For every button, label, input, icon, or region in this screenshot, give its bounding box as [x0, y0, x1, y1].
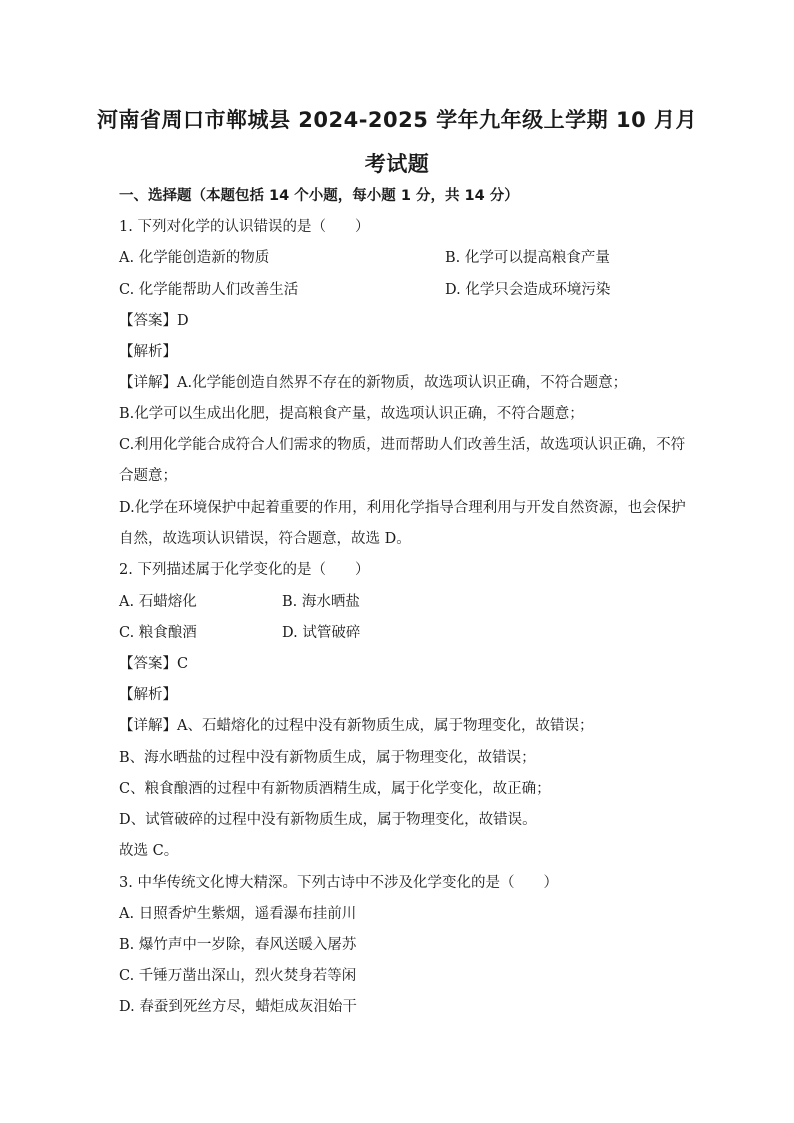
q2-detail-line: D、试管破碎的过程中没有新物质生成，属于物理变化，故错误。	[119, 812, 537, 828]
q1-detail-line: B.化学可以生成出化肥，提高粮食产量，故选项认识正确，不符合题意；	[119, 406, 584, 422]
q2-detail-line: C、粮食酿酒的过程中有新物质酒精生成，属于化学变化，故正确；	[119, 781, 551, 797]
q1-answer: 【答案】D	[119, 313, 189, 329]
q1-detail-line: 自然，故选项认识错误，符合题意，故选 D。	[119, 531, 411, 547]
q1-option-a: A. 化学能创造新的物质	[119, 250, 270, 266]
q1-analysis-label: 【解析】	[119, 344, 177, 360]
q1-detail-line: C.利用化学能合成符合人们需求的物质，进而帮助人们改善生活，故选项认识正确，不符	[119, 437, 686, 453]
q1-stem: 1. 下列对化学的认识错误的是（ ）	[119, 219, 370, 235]
q1-detail-line: 合题意；	[119, 468, 177, 484]
q2-analysis-label: 【解析】	[119, 687, 177, 703]
q3-option-c: C. 千锤万凿出深山，烈火焚身若等闲	[119, 968, 357, 984]
q1-option-b: B. 化学可以提高粮食产量	[445, 250, 610, 266]
q2-stem: 2. 下列描述属于化学变化的是（ ）	[119, 562, 370, 578]
q2-option-d: D. 试管破碎	[282, 625, 361, 641]
q1-detail-line: D.化学在环境保护中起着重要的作用，利用化学指导合理利用与开发自然资源，也会保护	[119, 500, 686, 516]
q3-option-b: B. 爆竹声中一岁除，春风送暖入屠苏	[119, 937, 357, 953]
q2-option-b: B. 海水晒盐	[282, 594, 360, 610]
section-heading: 一、选择题（本题包括 14 个小题，每小题 1 分，共 14 分）	[119, 188, 519, 204]
q2-detail-line: B、海水晒盐的过程中没有新物质生成，属于物理变化，故错误；	[119, 750, 536, 766]
q1-option-c: C. 化学能帮助人们改善生活	[119, 282, 299, 298]
title-line-1: 河南省周口市郸城县 2024-2025 学年九年级上学期 10 月月	[96, 108, 698, 132]
q2-answer: 【答案】C	[119, 656, 189, 672]
q1-detail-line: 【详解】A.化学能创造自然界不存在的新物质，故选项认识正确，不符合题意；	[119, 375, 628, 391]
q3-option-d: D. 春蚕到死丝方尽，蜡炬成灰泪始干	[119, 999, 357, 1015]
q2-detail-line: 【详解】A、石蜡熔化的过程中没有新物质生成，属于物理变化，故错误；	[119, 718, 594, 734]
title-line-2: 考试题	[364, 152, 430, 176]
q3-option-a: A. 日照香炉生紫烟，遥看瀑布挂前川	[119, 906, 357, 922]
q2-detail-line: 故选 C。	[119, 843, 179, 859]
q1-option-d: D. 化学只会造成环境污染	[445, 282, 611, 298]
q2-option-a: A. 石蜡熔化	[119, 594, 197, 610]
q3-stem: 3. 中华传统文化博大精深。下列古诗中不涉及化学变化的是（ ）	[119, 875, 558, 891]
q2-option-c: C. 粮食酿酒	[119, 625, 197, 641]
